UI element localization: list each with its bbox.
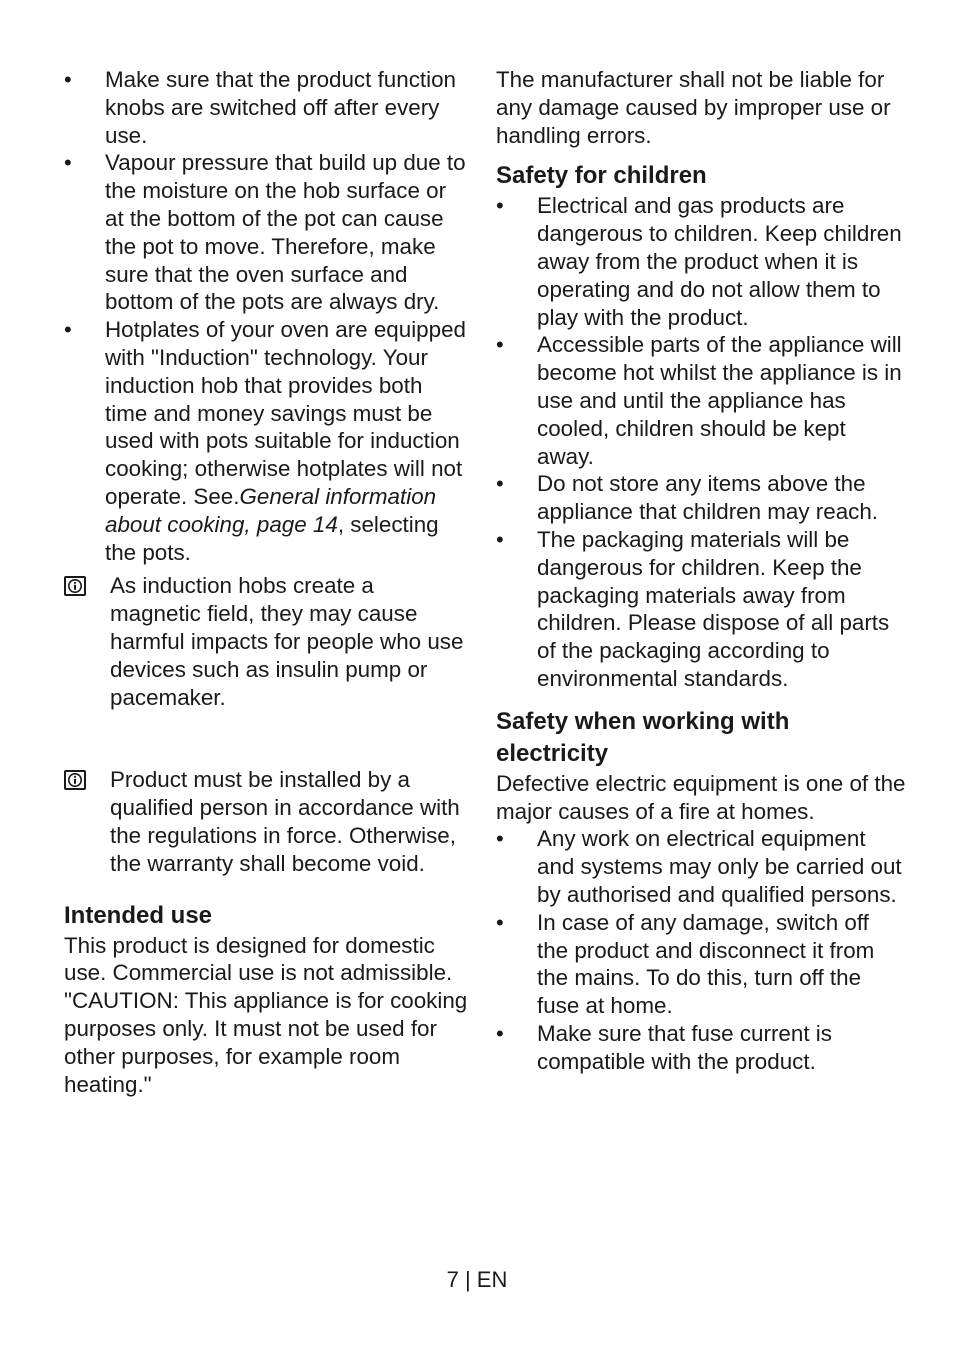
note-text: Product must be installed by a qualified person in accordance with the regulations in force. Otherwise, the warranty shall become void. xyxy=(110,767,460,876)
left-bullet-list xyxy=(64,66,469,566)
list-item: • Accessible parts of the appliance will become hot whilst the appliance is in use and until the appliance has cooled, children should be kept away. xyxy=(496,331,906,470)
induction-text: Hotplates of your oven are equipped with "Induction" technology. Your induction hob that provides both time and money savings must be used with pots suitable for induction cooking; otherwise hotplates will not operate. See. xyxy=(105,317,466,509)
list-item: • Electrical and gas products are dangerous to children. Keep children away from the product when it is operating and do not allow them to play with the product. xyxy=(496,192,906,331)
safety-electricity-heading: Safety when working with electricity xyxy=(496,707,790,767)
list-item-induction xyxy=(64,316,469,566)
electricity-intro-text: Defective electric equipment is one of the major causes of a fire at homes. xyxy=(496,770,906,824)
info-icon xyxy=(64,770,86,790)
info-icon xyxy=(64,576,86,596)
list-item: • Do not store any items above the appliance that children may reach. xyxy=(496,470,906,526)
list-item: • Make sure that fuse current is compatible with the product. xyxy=(496,1020,906,1076)
list-item: • Make sure that the product function knobs are switched off after every use. xyxy=(64,66,469,149)
left-column xyxy=(64,66,469,1098)
list-item: • In case of any damage, switch off the product and disconnect it from the mains. To do this, turn off the fuse at home. xyxy=(496,909,906,1020)
note-text: As induction hobs create a magnetic field, they may cause harmful impacts for people who use devices such as insulin pump or pacemaker. xyxy=(110,573,464,710)
info-note-installation xyxy=(64,766,469,877)
page-number: 7 | EN xyxy=(446,1267,508,1292)
intended-use-heading: Intended use xyxy=(64,901,213,929)
info-note-magnetic-field xyxy=(64,572,469,711)
right-column xyxy=(496,66,906,1076)
list-item: • Vapour pressure that build up due to the moisture on the hob surface or at the bottom of the pot can cause the pot to move. Therefore, make sure that the oven surface and bottom of the pots are always dry. xyxy=(64,149,469,316)
induction-text-end: , selecting the pots. xyxy=(105,511,439,565)
list-item: • The packaging materials will be dangerous for children. Keep the packaging materials away from children. Please dispose of all parts of the packaging according to environmental standards. xyxy=(496,526,906,693)
safety-children-heading: Safety for children xyxy=(496,162,707,190)
cross-reference-link[interactable]: General information about cooking, page 14 xyxy=(105,483,437,537)
liability-text: The manufacturer shall not be liable for any damage caused by improper use or handling errors. xyxy=(496,67,891,148)
list-item: • Any work on electrical equipment and systems may only be carried out by authorised and qualified persons. xyxy=(496,825,906,908)
children-bullet-list xyxy=(496,192,906,692)
intended-use-text: This product is designed for domestic use. Commercial use is not admissible. "CAUTION: This appliance is for cooking purposes only. It must not be used for other purposes, for example room heating." xyxy=(64,932,468,1097)
electricity-bullet-list xyxy=(496,825,906,1075)
